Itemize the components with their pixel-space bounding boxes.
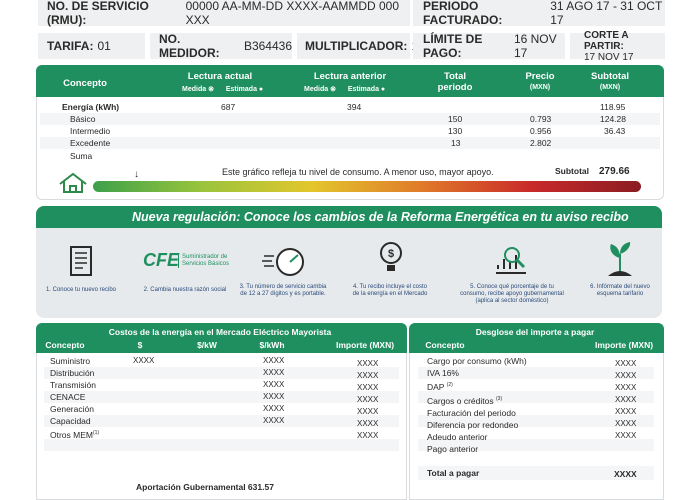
multiplicador-label: MULTIPLICADOR: xyxy=(305,39,408,53)
lightbulb-money-icon xyxy=(377,240,405,276)
periodo-box xyxy=(413,0,665,26)
costos-row-concepto: Generación xyxy=(50,404,94,414)
col-subtotal-mxn: (MXN) xyxy=(599,84,621,91)
costos-row-kwh: XXXX xyxy=(263,392,285,401)
col-precio-mxn: (MXN) xyxy=(529,84,551,91)
row-bg xyxy=(40,113,660,125)
row-concepto: Básico xyxy=(70,114,96,124)
desglose-row-dap xyxy=(427,379,527,393)
costos-col-importe: Importe (MXN) xyxy=(335,340,395,350)
limite-box xyxy=(413,33,565,59)
col-subtotal xyxy=(585,71,635,93)
step-4: 4. Tu recibo incluye el costo de la energía en el Mercado xyxy=(352,284,428,297)
col-precio xyxy=(515,71,565,93)
row-total: 130 xyxy=(448,126,463,136)
costos-row-importe: XXXX xyxy=(357,431,379,440)
limite-value: 16 NOV 17 xyxy=(513,32,557,60)
tarifa-value: 01 xyxy=(97,39,111,53)
receipt-icon xyxy=(68,245,94,277)
cfe-logo xyxy=(143,250,179,271)
costos-row-kwh: XXXX xyxy=(263,380,285,389)
desglose-row-concepto: IVA 16% xyxy=(427,368,459,378)
subtotal-label: Subtotal xyxy=(555,166,589,176)
lectura-anterior-value: 394 xyxy=(347,102,362,112)
periodo-value: 31 AGO 17 - 31 OCT 17 xyxy=(550,0,663,27)
costos-col-kwh: $/kWh xyxy=(259,340,285,350)
desglose-title: Desglose del importe a pagar xyxy=(475,327,595,337)
tarifa-box xyxy=(38,33,145,59)
costos-row-importe: XXXX xyxy=(357,419,379,428)
costos-dollar-col xyxy=(133,355,154,367)
costos-title: Costos de la energía en el Mercado Eléctrico Mayorista xyxy=(108,327,332,337)
costos-row-importe: XXXX xyxy=(357,395,379,404)
medidor-box xyxy=(150,33,292,59)
costos-row-importe: XXXX xyxy=(357,359,379,368)
desglose-col-concepto: Concepto xyxy=(425,340,465,350)
costos-concepto-col xyxy=(50,355,99,441)
analysis-chart-icon xyxy=(494,243,528,277)
medida-actual-label: Medida xyxy=(182,86,207,93)
costos-col-dollar: $ xyxy=(137,340,143,350)
level-arrow-icon: ↓ xyxy=(134,169,139,180)
desglose-row-importe: XXXX xyxy=(615,371,637,380)
step-5: 5. Conoce qué porcentaje de tu consumo, recibe apoyo gubernamental (aplica al sector doméstico) xyxy=(460,284,564,304)
energia-label: Energía (kWh) xyxy=(62,102,120,112)
costos-row-concepto: Capacidad xyxy=(50,416,91,426)
costos-row-importe: XXXX xyxy=(357,383,379,392)
row-subtotal: 36.43 xyxy=(604,126,626,136)
row-concepto: Excedente xyxy=(70,138,111,148)
row-concepto: Suma xyxy=(70,151,93,161)
col-subtotal-label: Subtotal xyxy=(591,71,629,82)
row-precio: 0.793 xyxy=(530,114,552,124)
col-lectura-actual: Lectura actual xyxy=(187,71,253,82)
costos-col-concepto: Concepto xyxy=(45,340,85,350)
desglose-row-importe: XXXX xyxy=(615,395,637,404)
medidor-value: B364436 xyxy=(243,39,292,53)
desglose-row-concepto: Cargo por consumo (kWh) xyxy=(427,356,527,366)
step-3: 3. Tu número de servicio cambia de 12 a 27 dígitos y es portable. xyxy=(239,284,327,297)
col-concepto: Concepto xyxy=(63,78,107,89)
servicio-label: NO. DE SERVICIO (RMU): xyxy=(47,0,149,27)
estimada-actual: Estimada ● xyxy=(225,86,264,93)
desglose-row-importe: XXXX xyxy=(615,407,637,416)
meter-gauge-icon xyxy=(262,246,306,276)
estimada-anterior: Estimada ● xyxy=(347,86,386,93)
row-precio: 2.802 xyxy=(530,138,552,148)
medida-actual: Medida ⊗ xyxy=(182,86,214,93)
desglose-row-cargos xyxy=(427,393,527,407)
step-2: 2. Cambia nuestra razón social xyxy=(143,287,227,293)
medida-anterior: Medida ⊗ xyxy=(304,86,336,93)
servicio-box xyxy=(38,0,410,26)
col-precio-label: Precio xyxy=(525,71,555,82)
costos-row-kwh: XXXX xyxy=(263,368,285,377)
row-concepto: Intermedio xyxy=(70,126,111,136)
row-total: 150 xyxy=(448,114,463,124)
subtotal-value: 279.66 xyxy=(599,166,630,177)
total-label: Total a pagar xyxy=(427,468,480,478)
corte-value: 17 NOV 17 xyxy=(584,51,634,63)
desglose-row-concepto: Diferencia por redondeo xyxy=(427,419,519,430)
periodo-label: PERIODO FACTURADO: xyxy=(423,0,503,27)
costos-row-kwh: XXXX xyxy=(263,404,285,413)
otros-sup: (1) xyxy=(92,430,100,436)
limite-label: LÍMITE DE PAGO: xyxy=(423,32,483,60)
col-lectura-anterior: Lectura anterior xyxy=(313,71,387,82)
total-value: XXXX xyxy=(614,469,637,479)
costos-row-concepto: Distribución xyxy=(50,368,95,378)
costos-row-dollar: XXXX xyxy=(133,356,155,365)
regulacion-banner xyxy=(36,206,662,228)
lectura-actual-value: 687 xyxy=(221,102,236,112)
desglose-row-concepto: Pago anterior xyxy=(427,443,479,454)
estimada-actual-label: Estimada xyxy=(225,86,257,93)
cfe-sub2: Servicios Básicos xyxy=(182,261,230,267)
dap-sup: (2) xyxy=(446,382,453,388)
regulacion-banner-text: Nueva regulación: Conoce los cambios de la Reforma Energética en tu aviso recibo xyxy=(132,210,629,224)
costos-row-importe: XXXX xyxy=(357,407,379,416)
cfe-sub1: Suministrador de xyxy=(182,254,228,260)
servicio-value: 00000 AA-MM-DD XXXX-AAMMDD 000 XXX xyxy=(185,0,400,27)
medida-anterior-label: Medida xyxy=(304,86,329,93)
costos-row-importe: XXXX xyxy=(357,371,379,380)
desglose-row-concepto: Facturación del periodo xyxy=(427,407,516,418)
costos-row-otros xyxy=(50,427,99,441)
cfe-logo-text: CFE xyxy=(143,250,179,270)
costos-row-kwh: XXXX xyxy=(263,356,285,365)
tarifa-label: TARIFA: xyxy=(47,39,94,53)
row-total: 13 xyxy=(451,138,461,148)
cfe-subtitle xyxy=(178,254,229,268)
medidor-label: NO. MEDIDOR: xyxy=(159,32,220,60)
costos-row-concepto: Suministro xyxy=(50,356,91,366)
desglose-row-concepto: Cargos o créditos xyxy=(427,395,494,406)
desglose-row-importe: XXXX xyxy=(615,431,637,440)
estimada-anterior-label: Estimada xyxy=(347,86,379,93)
step-1: 1. Conoce tu nuevo recibo xyxy=(45,287,117,293)
desglose-col-importe: Importe (MXN) xyxy=(594,340,654,350)
row-precio: 0.956 xyxy=(530,126,552,136)
desglose-row-concepto: DAP xyxy=(427,381,445,392)
desglose-row-importe: XXXX xyxy=(615,419,637,428)
row-bg xyxy=(40,137,660,149)
desglose-importe-col xyxy=(615,358,636,442)
corte-label: CORTE A PARTIR: xyxy=(584,29,629,52)
desglose-row-importe: XXXX xyxy=(615,359,637,368)
costos-col-kw: $/kW xyxy=(197,340,217,350)
col-total-1: Total xyxy=(444,71,466,82)
row-subtotal: 124.28 xyxy=(600,114,626,124)
aportacion-gubernamental: Aportación Gubernamental 631.57 xyxy=(136,482,274,492)
plant-growth-icon xyxy=(605,240,635,278)
cargos-sup: (3) xyxy=(496,395,503,402)
costos-row-concepto: CENACE xyxy=(50,392,86,402)
desglose-row-concepto: Adeudo anterior xyxy=(427,431,488,442)
costos-importe-col xyxy=(357,358,378,442)
desglose-concepto-col xyxy=(427,355,527,455)
desglose-row-importe: XXXX xyxy=(615,383,637,392)
costos-row-concepto: Transmisión xyxy=(50,380,96,390)
step-6: 6. Infórmate del nuevo esquema tarifario xyxy=(590,284,650,297)
costos-row-kwh: XXXX xyxy=(263,416,285,425)
house-icon xyxy=(58,172,88,194)
col-total-2: periodo xyxy=(437,82,473,93)
grafico-text: Este gráfico refleja tu nivel de consumo. A menor uso, mayor apoyo. xyxy=(222,167,494,177)
costos-row-concepto: Otros MEM xyxy=(50,429,93,440)
energia-subtotal: 118.95 xyxy=(600,102,626,112)
consumo-level-gradient xyxy=(93,181,641,192)
corte-box xyxy=(570,29,665,63)
multiplicador-box xyxy=(297,33,410,59)
col-total xyxy=(430,71,480,93)
costos-kwh-col xyxy=(263,355,284,427)
svg-text:$: $ xyxy=(387,248,395,260)
